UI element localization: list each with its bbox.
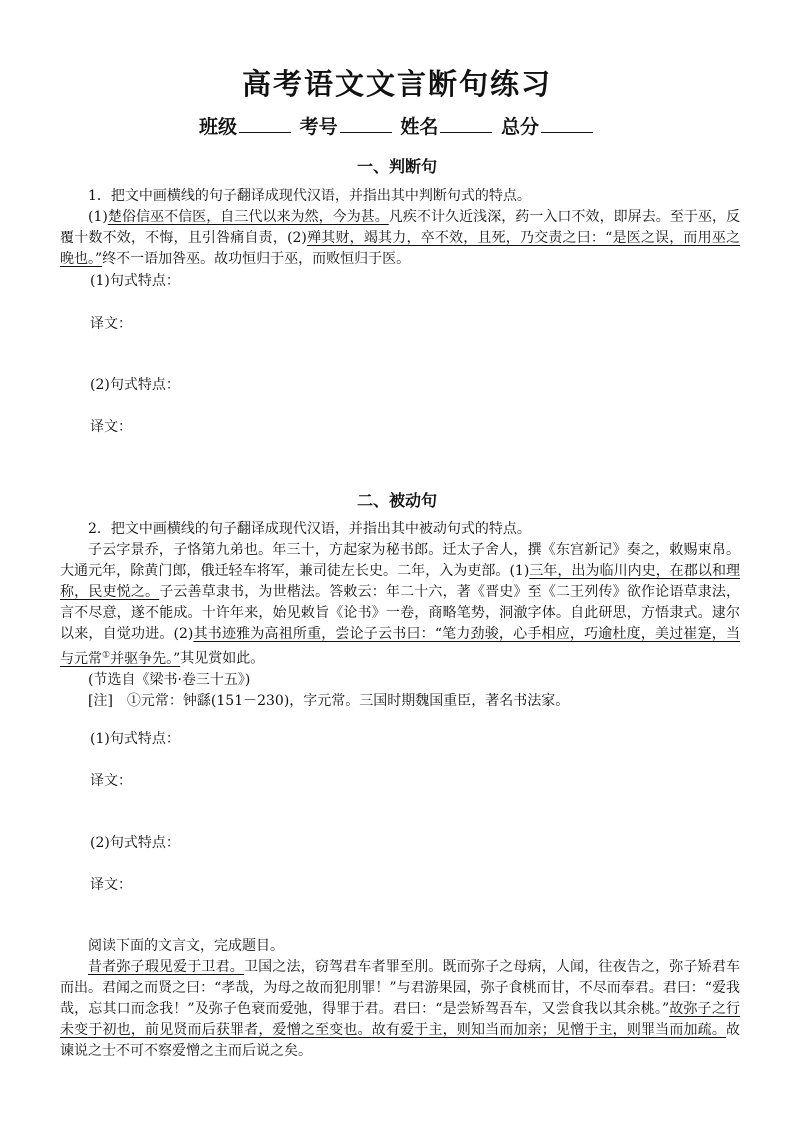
passage-3-end: 故谏说之士不可不察爱憎之主而后说之矣。 (60, 1022, 741, 1059)
underlined-sentence-4-b: 并驱争先。” (110, 650, 181, 667)
section-heading-judgment: 一、判断句 (356, 157, 437, 176)
question-2: 2．把文中画横线的句子翻译成现代汉语，并指出其中被动句式的特点。 (88, 521, 531, 537)
class-blank[interactable] (239, 114, 291, 133)
passage-1 (60, 207, 740, 270)
passage-1-end: 终不一语加咎巫。故功恒归于巫，而败恒归于医。 (102, 251, 411, 267)
student-info-line (0, 112, 794, 139)
class-label: 班级 (199, 116, 238, 138)
name-blank[interactable] (440, 114, 492, 133)
passage-1-body: 凡疾不计久近浅深，药一入口不效，即屏去。至于巫，反覆十数不效，不悔，且引咎痛自责，(2) (60, 209, 741, 246)
underlined-sentence-5: 昔者弥子瑕见爱于卫君。 (88, 959, 244, 975)
pattern-answer-1-2: (2)句式特点： (90, 377, 180, 393)
question-1: 1．把文中画横线的句子翻译成现代汉语，并指出其中判断句式的特点。 (88, 188, 531, 204)
passage-2-body-b: 子云善草隶书，为世楷法。答敕云：年二十六，著《晋史》至《二王列传》欲作论语草隶法，言不尽意，遂不能成。十许年来，始见敕旨《论书》一卷，商略笔势，洞澈字体。自此研思，方悟隶式。逮尔以来，自觉功进。(2) (60, 584, 741, 642)
section-heading-passive: 二、被动句 (356, 491, 437, 510)
footnote: [注] ①元常：钟繇(151－230)，字元常。三国时期魏国重臣，著名书法家。 (88, 692, 570, 709)
underlined-sentence-3: 三年，出为临川内史，在郡以和理称，民吏悦之。 (60, 563, 740, 600)
source-citation: (节选自《梁书·卷三十五》) (88, 671, 251, 688)
translation-answer-2-2: 译文： (90, 877, 132, 893)
underlined-sentence-7: 故有爱于主，则知当而加亲；见憎于主，则罪当而加疏。 (371, 1022, 727, 1038)
underlined-sentence-1: 楚俗信巫不信医，自三代以来为然，今为甚。 (107, 209, 389, 225)
translation-answer-1-1: 译文： (90, 316, 132, 332)
number-label: 考号 (299, 116, 338, 138)
footnote-mark: ① (102, 650, 111, 660)
page-title: 高考语文文言断句练习 (241, 67, 552, 101)
pattern-answer-1-1: (1)句式特点： (90, 273, 180, 289)
underlined-sentence-6: 故弥子之行未变于初也，前见贤而后获罪者，爱憎之至变也。 (60, 1001, 740, 1038)
number-blank[interactable] (340, 114, 392, 133)
passage-2-end: 其见赏如此。 (180, 650, 265, 667)
name-label: 姓名 (400, 116, 439, 138)
translation-answer-2-1: 译文： (90, 773, 132, 789)
score-label: 总分 (500, 116, 539, 138)
section2-text (60, 519, 740, 712)
passage-2 (60, 540, 740, 670)
section1-text (60, 186, 740, 270)
passage-3-body: 卫国之法，窃驾君车者罪至刖。既而弥子之母病，人闻，往夜告之，弥子矫君车而出。君闻之而贤之曰：“孝哉，为母之故而犯刖罪！”与君游果园，弥子食桃而甘，不尽而奉君。君曰：“爱我哉，忘其口而念我！”及弥子色衰而爱弛，得罪于君。君曰：“是尝矫驾吾车，又尝食我以其余桃。” (60, 959, 741, 1017)
section3-text (60, 936, 740, 1062)
pattern-answer-2-1: (1)句式特点： (90, 731, 180, 747)
passage-2-body-a: 子云字景乔，子恪第九弟也。年三十，方起家为秘书郎。迁太子舍人，撰《东宫新记》奏之，敕赐束帛。大通元年，除黄门郎，俄迁轻车将军，兼司徒左长史。二年，入为吏部。(1) (60, 542, 740, 579)
passage-1-marker: (1) (88, 209, 108, 225)
pattern-answer-2-2: (2)句式特点： (90, 835, 180, 851)
underlined-sentence-2: 殚其财，竭其力，卒不效，且死，乃交责之曰：“是医之误，而用巫之晚也。” (60, 230, 740, 267)
translation-answer-1-2: 译文： (90, 419, 132, 435)
passage-3 (60, 957, 740, 1062)
reading-intro: 阅读下面的文言文，完成题目。 (88, 938, 284, 954)
score-blank[interactable] (541, 114, 593, 133)
underlined-sentence-4-a: 其书迹雅为高祖所重，尝论子云书曰：“笔力劲骏，心手相应，巧逾杜度，美过崔寔，当与元常 (60, 626, 740, 667)
